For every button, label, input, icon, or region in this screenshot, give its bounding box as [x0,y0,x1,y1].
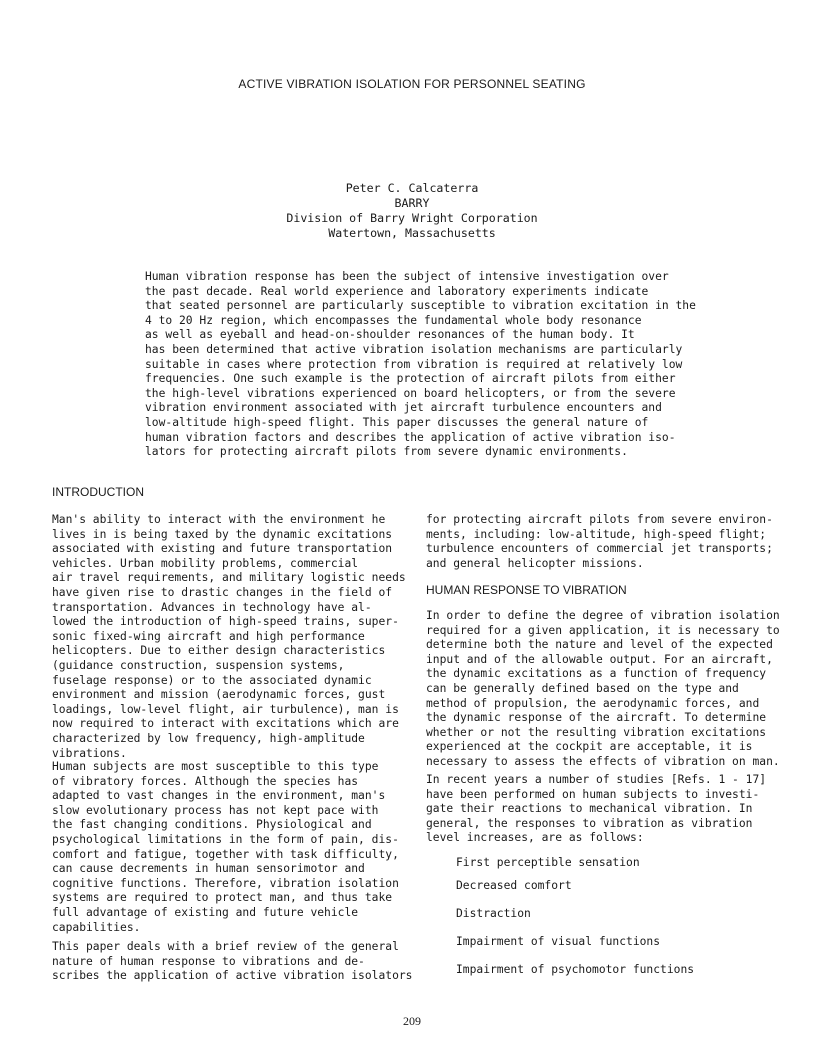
text-line: (guidance construction, suspension systems, [52,658,345,672]
text-line: This paper deals with a brief review of the general [52,940,399,953]
text-line: capabilities. [52,920,141,934]
response-item: Distraction [456,907,531,920]
text-line: 4 to 20 Hz region, which encompasses the fundamental whole body resonance [145,313,642,327]
text-line: transportation. Advances in technology have al- [52,600,372,614]
text-line: of vibratory forces. Although the species has [52,774,359,788]
text-line: vehicles. Urban mobility problems, commercial [52,556,359,570]
text-line: Human vibration response has been the subject of intensive investigation over [145,270,669,283]
text-line: In recent years a number of studies [Refs. 1 - 17] [426,773,767,786]
text-line: vibration environment associated with jet aircraft turbulence encounters and [145,401,662,415]
text-line: cognitive functions. Therefore, vibration isolation [52,876,399,890]
text-line: air travel requirements, and military logistic needs [52,571,406,585]
intro-paragraph-1 [52,513,406,761]
text-line: whether or not the resulting vibration excitations [426,725,767,739]
human-response-heading: HUMAN RESPONSE TO VIBRATION [426,583,627,597]
text-line: low-altitude high-speed flight. This paper discusses the general nature of [145,415,649,429]
text-line: level increases, are as follows: [426,831,644,845]
response-item: Impairment of psychomotor functions [456,963,695,976]
text-line: Man's ability to interact with the environment he [52,513,386,526]
text-line: systems are required to protect man, and thus take [52,891,393,905]
text-line: gate their reactions to mechanical vibration. In [426,802,753,816]
text-line: lives in is being taxed by the dynamic excitations [52,527,393,541]
text-line: required for a given application, it is necessary to [426,623,780,637]
text-line: can be generally defined based on the type and [426,681,739,695]
text-line: the past decade. Real world experience and laboratory experiments indicate [145,284,649,298]
introduction-heading: INTRODUCTION [52,485,144,499]
author-division: Division of Barry Wright Corporation [286,211,538,225]
text-line: vibrations. [52,746,127,760]
text-line: that seated personnel are particularly susceptible to vibration excitation in the [145,299,696,313]
text-line: adapted to vast changes in the environment, man's [52,789,386,803]
text-line: input and of the allowable output. For an aircraft, [426,652,773,666]
text-line: Human subjects are most susceptible to this type [52,760,379,773]
text-line: characterized by low frequency, high-amplitude [52,731,365,745]
text-line: fuselage response) or to the associated dynamic [52,673,372,687]
intro-paragraph-continued [426,513,776,571]
text-line: turbulence encounters of commercial jet transports; [426,542,773,556]
text-line: the dynamic excitations as a function of frequency [426,667,767,681]
paper-title: ACTIVE VIBRATION ISOLATION FOR PERSONNEL SEATING [238,77,586,91]
text-line: ments, including: low-altitude, high-speed flight; [426,527,767,541]
text-line: have been performed on human subjects to investi- [426,787,760,801]
text-line: lators for protecting aircraft pilots from severe dynamic environments. [145,445,628,459]
text-line: the dynamic response of the aircraft. To determine [426,711,767,725]
text-line: comfort and fatigue, together with task difficulty, [52,847,399,861]
text-line: can cause decrements in human sensorimotor and [52,862,365,876]
text-line: loadings, low-level flight, air turbulence), man is [52,702,399,716]
text-line: determine both the nature and level of the expected [426,638,773,652]
text-line: and general helicopter missions. [426,556,644,570]
intro-paragraph-2 [52,760,397,935]
author-company: BARRY [394,196,430,210]
author-block [0,181,824,241]
text-line: In order to define the degree of vibration isolation [426,609,780,622]
text-line: now required to interact with excitations which are [52,717,399,731]
text-line: helicopters. Due to either design characteristics [52,644,386,658]
text-line: the fast changing conditions. Physiological and [52,818,372,832]
human-response-paragraph-1 [426,609,780,770]
human-response-paragraph-2 [426,773,776,846]
text-line: sonic fixed-wing aircraft and high performance [52,629,365,643]
text-line: slow evolutionary process has not kept pace with [52,803,379,817]
text-line: scribes the application of active vibration isolators [52,969,413,983]
text-line: the high-level vibrations experienced on board helicopters, or from the severe [145,386,676,400]
text-line: as well as eyeball and head-on-shoulder resonances of the human body. It [145,328,635,342]
text-line: full advantage of existing and future vehicle [52,905,359,919]
text-line: suitable in cases where protection from vibration is required at relatively low [145,357,683,371]
author-name: Peter C. Calcaterra [345,181,479,195]
response-item: First perceptible sensation [456,856,640,869]
abstract [145,270,696,460]
page-number: 209 [403,1014,421,1028]
text-line: general, the responses to vibration as vibration [426,816,753,830]
text-line: have given rise to drastic changes in the field of [52,585,393,599]
text-line: nature of human response to vibrations and de- [52,954,365,968]
text-line: environment and mission (aerodynamic forces, gust [52,688,386,702]
response-item: Impairment of visual functions [456,935,661,948]
intro-paragraph-3 [52,940,413,984]
text-line: method of propulsion, the aerodynamic forces, and [426,696,760,710]
text-line: for protecting aircraft pilots from severe environ- [426,513,773,526]
text-line: human vibration factors and describes the application of active vibration iso- [145,430,676,444]
text-line: experienced at the cockpit are acceptable, it is [426,740,753,754]
text-line: frequencies. One such example is the protection of aircraft pilots from either [145,372,676,386]
author-location: Watertown, Massachusetts [328,226,496,240]
text-line: associated with existing and future transportation [52,542,393,556]
text-line: psychological limitations in the form of pain, dis- [52,832,399,846]
response-item: Decreased comfort [456,879,572,892]
text-line: has been determined that active vibration isolation mechanisms are particularly [145,342,683,356]
text-line: necessary to assess the effects of vibration on man. [426,754,780,768]
text-line: lowed the introduction of high-speed trains, super- [52,615,399,629]
